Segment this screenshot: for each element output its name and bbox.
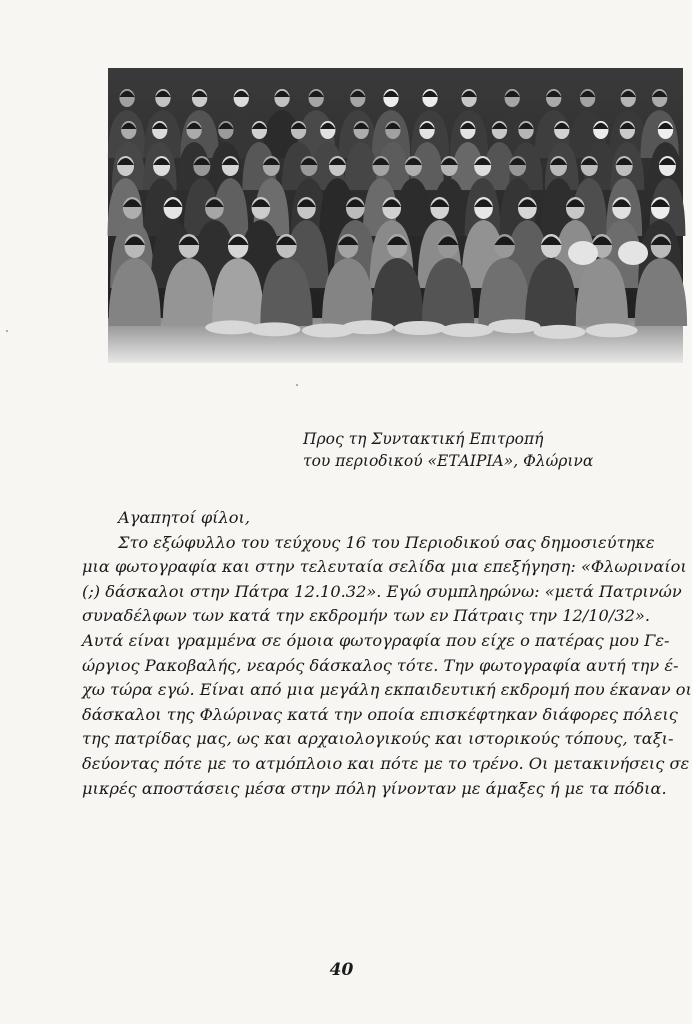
scan-speck: [296, 384, 298, 386]
group-photo-image: [108, 68, 683, 363]
address-line: του περιοδικού «ΕΤΑΙΡΙΑ», Φλώρινα: [303, 452, 594, 470]
letter-line: μια φωτογραφία και στην τελευταία σελίδα μια επεξήγηση: «Φλωριναίοι: [82, 557, 687, 577]
scan-speck: [6, 330, 8, 332]
letter-body: [82, 506, 692, 801]
letter-line: συναδέλφων των κατά την εκδρομήν των εν Πάτραις την 12/10/32».: [82, 606, 650, 626]
letter-line: δάσκαλοι της Φλώρινας κατά την οποία επισκέφτηκαν διάφορες πόλεις: [82, 704, 678, 724]
letter-line: Στο εξώφυλλο του τεύχους 16 του Περιοδικού σας δημοσιεύτηκε: [118, 532, 655, 552]
recipient-address: [303, 428, 673, 472]
letter-line: δεύοντας πότε με το ατμόπλοιο και πότε με το τρένο. Οι μετακινήσεις σε: [82, 753, 690, 773]
letter-line: χω τώρα εγώ. Είναι από μια μεγάλη εκπαιδευτική εκδρομή που έκαναν οι: [82, 680, 692, 700]
letter-line: Αυτά είναι γραμμένα σε όμοια φωτογραφία που είχε ο πατέρας μου Γε-: [82, 630, 670, 650]
letter-line: της πατρίδας μας, ως και αρχαιολογικούς και ιστορικούς τόπους, ταξι-: [82, 729, 674, 749]
letter-line: ώργιος Ρακοβαλής, νεαρός δάσκαλος τότε. Την φωτογραφία αυτή την έ-: [82, 655, 679, 675]
address-line: Προς τη Συντακτική Επιτροπή: [303, 430, 544, 448]
page-number: 40: [329, 960, 354, 980]
group-photo: [108, 68, 683, 363]
letter-line: μικρές αποστάσεις μέσα στην πόλη γίνονταν με άμαξες ή με τα πόδια.: [82, 778, 667, 798]
letter-line: (;) δάσκαλοι στην Πάτρα 12.10.32». Εγώ συμπληρώνω: «μετά Πατρινών: [82, 581, 682, 601]
letter-greeting: Αγαπητοί φίλοι,: [118, 508, 251, 527]
